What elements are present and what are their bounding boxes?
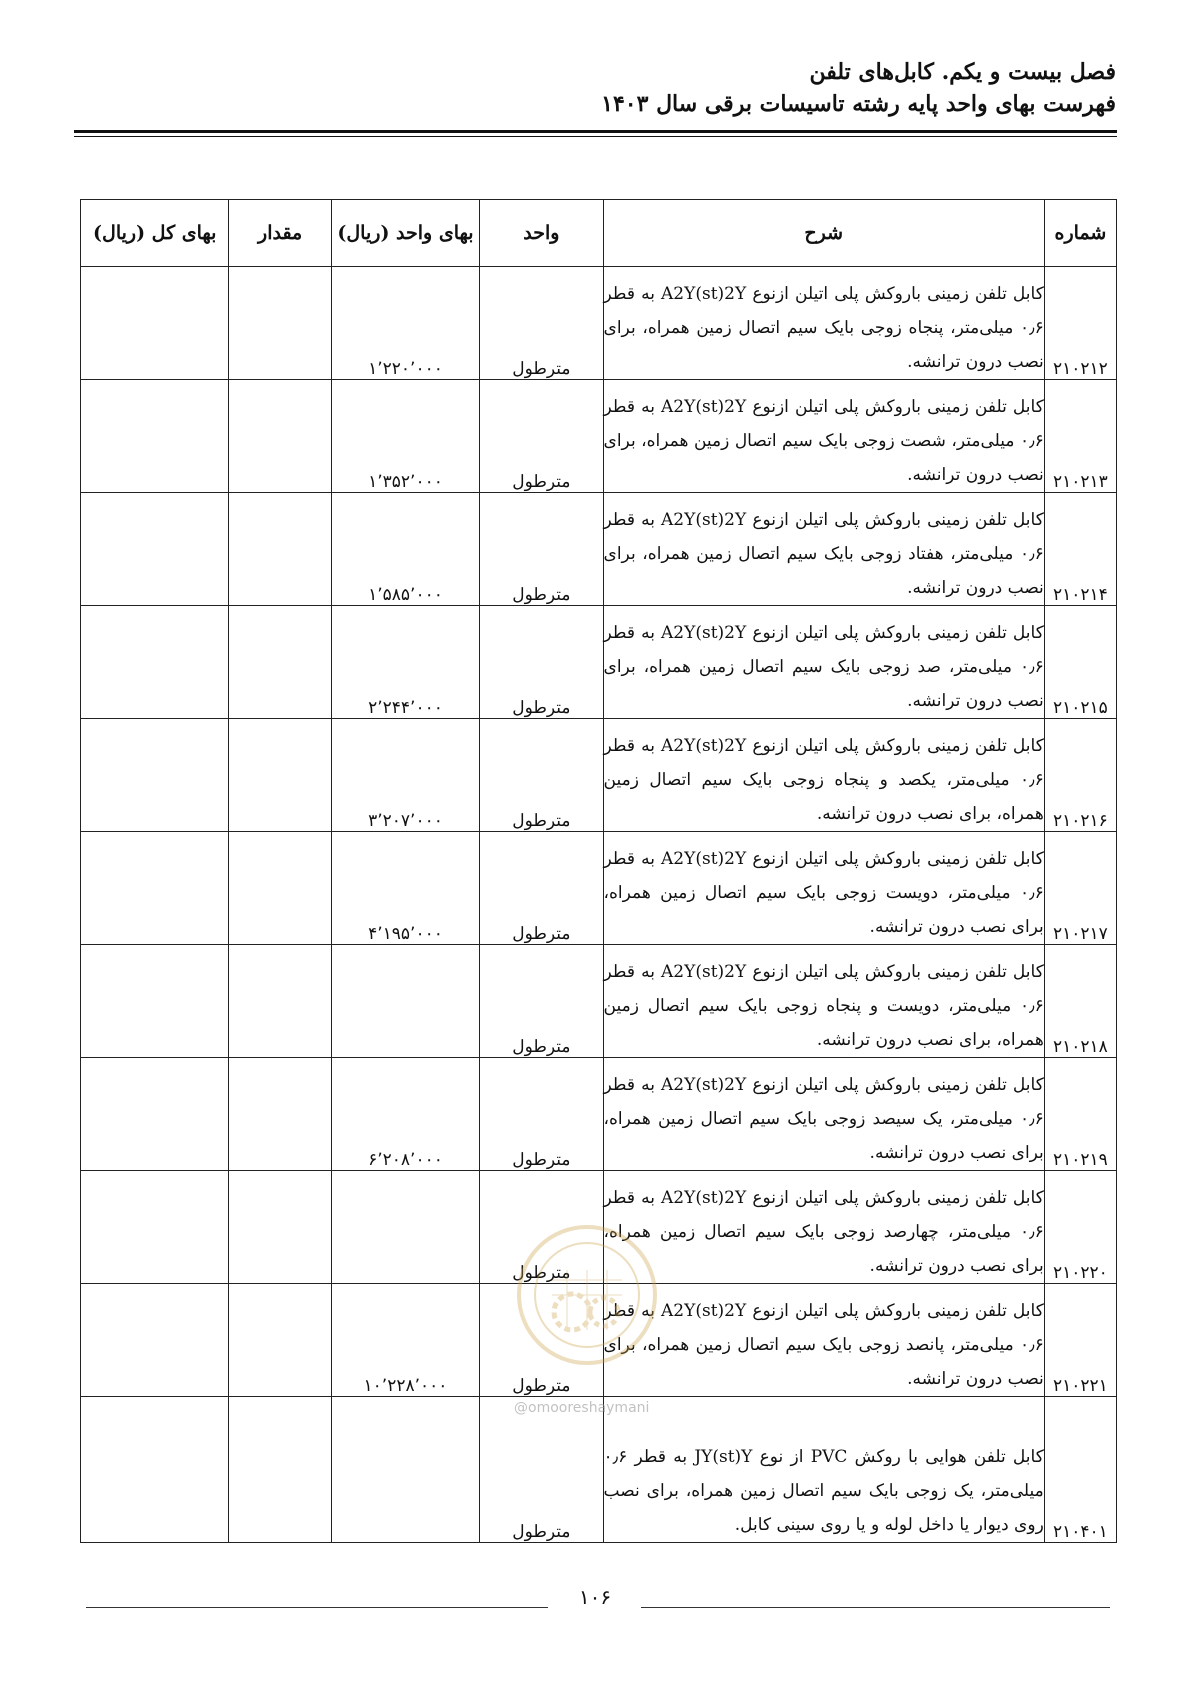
item-description: کابل تلفن زمینی باروکش پلی اتیلن ازنوع A2Y(st)2Y به قطر ۰٫۶ میلی‌متر، صد زوجی بایک سیم اتصال زمین همراه، برای نصب درون ترانشه. bbox=[603, 606, 1044, 719]
item-description: کابل تلفن زمینی باروکش پلی اتیلن ازنوع A2Y(st)2Y به قطر ۰٫۶ میلی‌متر، هفتاد زوجی بایک سیم اتصال زمین همراه، برای نصب درون ترانشه. bbox=[603, 493, 1044, 606]
item-total-price bbox=[81, 719, 229, 832]
item-quantity bbox=[229, 1397, 331, 1543]
item-description: کابل تلفن زمینی باروکش پلی اتیلن ازنوع A2Y(st)2Y به قطر ۰٫۶ میلی‌متر، یکصد و پنجاه زوجی بایک سیم اتصال زمین همراه، برای نصب درون ترانشه. bbox=[603, 719, 1044, 832]
item-total-price bbox=[81, 380, 229, 493]
item-description: کابل تلفن زمینی باروکش پلی اتیلن ازنوع A2Y(st)2Y به قطر ۰٫۶ میلی‌متر، چهارصد زوجی بایک سیم اتصال زمین همراه، برای نصب درون ترانشه. bbox=[603, 1171, 1044, 1284]
item-number: ۲۱۰۲۱۲ bbox=[1044, 267, 1116, 380]
item-number: ۲۱۰۲۲۱ bbox=[1044, 1284, 1116, 1397]
item-unit-price: ۱٬۳۵۲٬۰۰۰ bbox=[331, 380, 479, 493]
item-unit-price bbox=[331, 1171, 479, 1284]
item-unit-price: ۲٬۲۴۴٬۰۰۰ bbox=[331, 606, 479, 719]
header-unit: واحد bbox=[480, 200, 603, 267]
item-total-price bbox=[81, 945, 229, 1058]
page-header bbox=[601, 56, 1116, 120]
item-number: ۲۱۰۲۱۷ bbox=[1044, 832, 1116, 945]
footer-rule-right bbox=[641, 1607, 1110, 1608]
item-total-price bbox=[81, 267, 229, 380]
page-number: ۱۰۶ bbox=[578, 1585, 612, 1609]
item-description: کابل تلفن زمینی باروکش پلی اتیلن ازنوع A2Y(st)2Y به قطر ۰٫۶ میلی‌متر، دویست زوجی بایک سیم اتصال زمین همراه، برای نصب درون ترانشه. bbox=[603, 832, 1044, 945]
header-number: شماره bbox=[1044, 200, 1116, 267]
item-number: ۲۱۰۲۱۴ bbox=[1044, 493, 1116, 606]
item-unit: مترطول bbox=[480, 380, 603, 493]
item-number: ۲۱۰۲۱۸ bbox=[1044, 945, 1116, 1058]
footer-rule-left bbox=[86, 1607, 548, 1608]
item-unit: مترطول bbox=[480, 1058, 603, 1171]
item-total-price bbox=[81, 606, 229, 719]
table-row bbox=[81, 1397, 1117, 1543]
item-unit-price: ۴٬۱۹۵٬۰۰۰ bbox=[331, 832, 479, 945]
table-header-row bbox=[81, 200, 1117, 267]
item-number: ۲۱۰۲۱۳ bbox=[1044, 380, 1116, 493]
item-unit-price: ۳٬۲۰۷٬۰۰۰ bbox=[331, 719, 479, 832]
price-list-title: فهرست بهای واحد پایه رشته تاسیسات برقی سال ۱۴۰۳ bbox=[601, 91, 1116, 117]
item-unit: مترطول bbox=[480, 1171, 603, 1284]
header-description: شرح bbox=[603, 200, 1044, 267]
item-unit-price: ۶٬۲۰۸٬۰۰۰ bbox=[331, 1058, 479, 1171]
table-row bbox=[81, 1284, 1117, 1397]
item-unit: مترطول bbox=[480, 1284, 603, 1397]
item-quantity bbox=[229, 945, 331, 1058]
item-unit: مترطول bbox=[480, 606, 603, 719]
header-total-price: بهای کل (ریال) bbox=[81, 200, 229, 267]
item-total-price bbox=[81, 1171, 229, 1284]
item-unit-price bbox=[331, 1397, 479, 1543]
item-quantity bbox=[229, 719, 331, 832]
item-total-price bbox=[81, 1284, 229, 1397]
item-description: کابل تلفن زمینی باروکش پلی اتیلن ازنوع A2Y(st)2Y به قطر ۰٫۶ میلی‌متر، یک سیصد زوجی بایک سیم اتصال زمین همراه، برای نصب درون ترانشه. bbox=[603, 1058, 1044, 1171]
table-row bbox=[81, 606, 1117, 719]
item-number: ۲۱۰۲۲۰ bbox=[1044, 1171, 1116, 1284]
table-row bbox=[81, 1171, 1117, 1284]
item-quantity bbox=[229, 267, 331, 380]
item-total-price bbox=[81, 493, 229, 606]
item-unit-price: ۱۰٬۲۲۸٬۰۰۰ bbox=[331, 1284, 479, 1397]
item-unit: مترطول bbox=[480, 719, 603, 832]
item-description: کابل تلفن زمینی باروکش پلی اتیلن ازنوع A2Y(st)2Y به قطر ۰٫۶ میلی‌متر، دویست و پنجاه زوجی بایک سیم اتصال زمین همراه، برای نصب درون ترانشه. bbox=[603, 945, 1044, 1058]
item-quantity bbox=[229, 606, 331, 719]
header-unit-price: بهای واحد (ریال) bbox=[331, 200, 479, 267]
table-row bbox=[81, 267, 1117, 380]
item-total-price bbox=[81, 1397, 229, 1543]
item-total-price bbox=[81, 832, 229, 945]
header-quantity: مقدار bbox=[229, 200, 331, 267]
item-description: کابل تلفن هوایی با روکش PVC از نوع JY(st)Y به قطر ۰٫۶ میلی‌متر، یک زوجی بایک سیم اتصال زمین همراه، برای نصب روی دیوار یا داخل لوله و یا روی سینی کابل. bbox=[603, 1397, 1044, 1543]
price-table bbox=[80, 199, 1117, 1543]
table-row bbox=[81, 1058, 1117, 1171]
item-number: ۲۱۰۴۰۱ bbox=[1044, 1397, 1116, 1543]
item-number: ۲۱۰۲۱۶ bbox=[1044, 719, 1116, 832]
table-row bbox=[81, 493, 1117, 606]
item-description: کابل تلفن زمینی باروکش پلی اتیلن ازنوع A2Y(st)2Y به قطر ۰٫۶ میلی‌متر، پانصد زوجی بایک سیم اتصال زمین همراه، برای نصب درون ترانشه. bbox=[603, 1284, 1044, 1397]
item-unit-price: ۱٬۲۲۰٬۰۰۰ bbox=[331, 267, 479, 380]
table-row bbox=[81, 945, 1117, 1058]
item-number: ۲۱۰۲۱۵ bbox=[1044, 606, 1116, 719]
table-row bbox=[81, 719, 1117, 832]
chapter-title: فصل بیست و یکم. کابل‌های تلفن bbox=[809, 59, 1116, 85]
item-unit: مترطول bbox=[480, 267, 603, 380]
item-quantity bbox=[229, 1058, 331, 1171]
header-rule-thick bbox=[74, 130, 1117, 133]
table-row bbox=[81, 832, 1117, 945]
item-description: کابل تلفن زمینی باروکش پلی اتیلن ازنوع A2Y(st)2Y به قطر ۰٫۶ میلی‌متر، شصت زوجی بایک سیم اتصال زمین همراه، برای نصب درون ترانشه. bbox=[603, 380, 1044, 493]
item-unit-price: ۱٬۵۸۵٬۰۰۰ bbox=[331, 493, 479, 606]
item-quantity bbox=[229, 832, 331, 945]
watermark-handle: @omooreshaymani bbox=[514, 1400, 650, 1416]
item-quantity bbox=[229, 493, 331, 606]
item-unit: مترطول bbox=[480, 945, 603, 1058]
table-row bbox=[81, 380, 1117, 493]
item-quantity bbox=[229, 1171, 331, 1284]
item-unit: مترطول bbox=[480, 1397, 603, 1543]
item-quantity bbox=[229, 1284, 331, 1397]
item-unit: مترطول bbox=[480, 493, 603, 606]
item-description: کابل تلفن زمینی باروکش پلی اتیلن ازنوع A2Y(st)2Y به قطر ۰٫۶ میلی‌متر، پنجاه زوجی بایک سیم اتصال زمین همراه، برای نصب درون ترانشه. bbox=[603, 267, 1044, 380]
item-quantity bbox=[229, 380, 331, 493]
item-number: ۲۱۰۲۱۹ bbox=[1044, 1058, 1116, 1171]
item-unit: مترطول bbox=[480, 832, 603, 945]
header-rule-thin bbox=[74, 136, 1117, 137]
item-unit-price bbox=[331, 945, 479, 1058]
item-total-price bbox=[81, 1058, 229, 1171]
